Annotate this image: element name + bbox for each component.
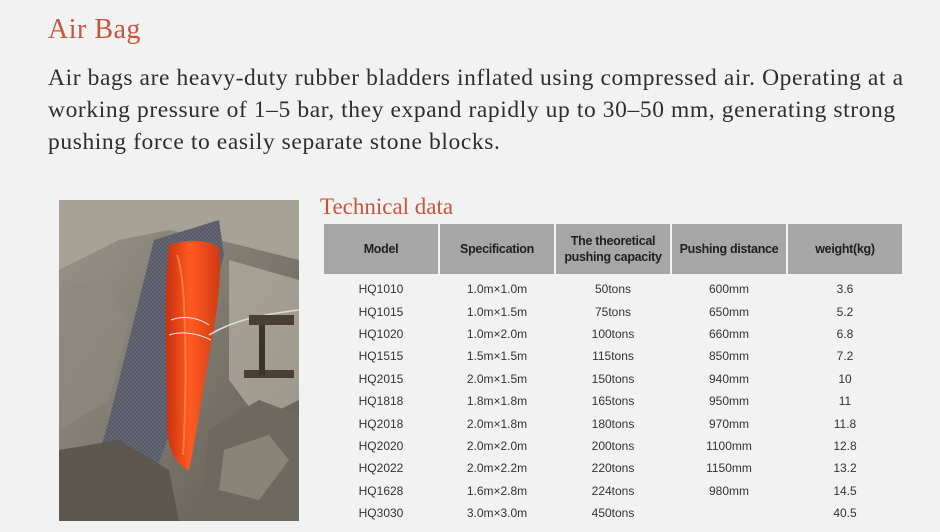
cell-weight: 5.2 bbox=[836, 304, 854, 319]
column-header-model: Model bbox=[324, 224, 438, 274]
cell-distance: 980mm bbox=[708, 483, 749, 498]
table-row bbox=[324, 480, 902, 502]
cell-distance: 940mm bbox=[708, 371, 749, 386]
cell-distance: 1150mm bbox=[706, 461, 752, 476]
page-title: Air Bag bbox=[48, 14, 141, 45]
table-row bbox=[324, 368, 902, 390]
cell-weight: 6.8 bbox=[836, 326, 854, 341]
cell-specification: 2.0m×2.0m bbox=[466, 438, 528, 453]
product-description: Air bags are heavy-duty rubber bladders inflated using compressed air. Operating at a working pressure of 1–5 bar, they expand rapidly up to 30–50 mm, generating strong pushing force to easily separate stone blocks. bbox=[48, 65, 904, 155]
column-header-specification: Specification bbox=[440, 224, 554, 274]
table-row bbox=[324, 412, 902, 434]
table-row bbox=[324, 300, 902, 322]
cell-specification: 2.0m×2.2m bbox=[466, 461, 528, 476]
column-header-pushing-distance: Pushing distance bbox=[672, 224, 786, 274]
cell-specification: 3.0m×3.0m bbox=[466, 506, 528, 521]
table-row bbox=[324, 274, 902, 300]
cell-model: HQ2020 bbox=[358, 438, 404, 453]
cell-specification: 1.0m×1.0m bbox=[466, 282, 528, 297]
cell-distance: 600mm bbox=[708, 282, 749, 297]
column-header-weight: weight(kg) bbox=[788, 224, 902, 274]
cell-specification: 1.0m×1.5m bbox=[466, 304, 528, 319]
cell-model: HQ1010 bbox=[358, 282, 404, 297]
cell-model: HQ2022 bbox=[358, 461, 404, 476]
cell-capacity: 200tons bbox=[591, 438, 635, 453]
cell-weight: 12.8 bbox=[833, 438, 857, 453]
cell-specification: 1.0m×2.0m bbox=[466, 326, 528, 341]
cell-capacity: 75tons bbox=[594, 304, 632, 319]
cell-weight: 40.5 bbox=[833, 506, 857, 521]
cell-model: HQ1818 bbox=[358, 394, 404, 409]
cell-specification: 2.0m×1.8m bbox=[466, 416, 528, 431]
table-row bbox=[324, 435, 902, 457]
cell-distance: 660mm bbox=[708, 326, 749, 341]
table-header-row bbox=[324, 224, 902, 274]
cell-distance: 950mm bbox=[708, 394, 749, 409]
cell-capacity: 180tons bbox=[591, 416, 635, 431]
cell-distance: 650mm bbox=[708, 304, 749, 319]
cell-model: HQ1628 bbox=[358, 483, 404, 498]
air-bag-illustration bbox=[59, 200, 299, 521]
table-row bbox=[324, 502, 902, 524]
cell-weight: 11 bbox=[838, 394, 852, 409]
cell-distance: 1100mm bbox=[706, 438, 752, 453]
cell-model: HQ1015 bbox=[358, 304, 404, 319]
cell-weight: 7.2 bbox=[836, 349, 854, 364]
cell-distance bbox=[672, 502, 786, 524]
technical-data-title: Technical data bbox=[320, 194, 454, 219]
cell-model: HQ1020 bbox=[358, 326, 404, 341]
cell-distance: 970mm bbox=[708, 416, 749, 431]
cell-weight: 11.8 bbox=[833, 416, 857, 431]
cell-weight: 10 bbox=[838, 371, 852, 386]
cell-model: HQ2018 bbox=[358, 416, 404, 431]
cell-capacity: 150tons bbox=[591, 371, 635, 386]
cell-capacity: 165tons bbox=[591, 394, 635, 409]
cell-weight: 14.5 bbox=[833, 483, 857, 498]
cell-weight: 13.2 bbox=[833, 461, 857, 476]
cell-model: HQ1515 bbox=[358, 349, 404, 364]
column-header-pushing-capacity: The theoretical pushing capacity bbox=[556, 224, 670, 274]
cell-capacity: 100tons bbox=[591, 326, 635, 341]
air-bag-photo bbox=[59, 200, 299, 521]
cell-model: HQ2015 bbox=[358, 371, 404, 386]
cell-specification: 1.8m×1.8m bbox=[466, 394, 528, 409]
cell-capacity: 224tons bbox=[591, 483, 635, 498]
cell-distance: 850mm bbox=[708, 349, 749, 364]
cell-capacity: 50tons bbox=[594, 282, 632, 297]
cell-model: HQ3030 bbox=[358, 506, 404, 521]
cell-capacity: 115tons bbox=[592, 349, 634, 364]
cell-capacity: 450tons bbox=[591, 506, 635, 521]
table-row bbox=[324, 345, 902, 367]
table-row bbox=[324, 390, 902, 412]
technical-data-table bbox=[322, 224, 904, 524]
cell-specification: 1.5m×1.5m bbox=[466, 349, 528, 364]
table-row bbox=[324, 457, 902, 479]
cell-specification: 1.6m×2.8m bbox=[466, 483, 528, 498]
table-row bbox=[324, 323, 902, 345]
cell-capacity: 220tons bbox=[591, 461, 635, 476]
cell-weight: 3.6 bbox=[836, 282, 854, 297]
cell-specification: 2.0m×1.5m bbox=[466, 371, 528, 386]
